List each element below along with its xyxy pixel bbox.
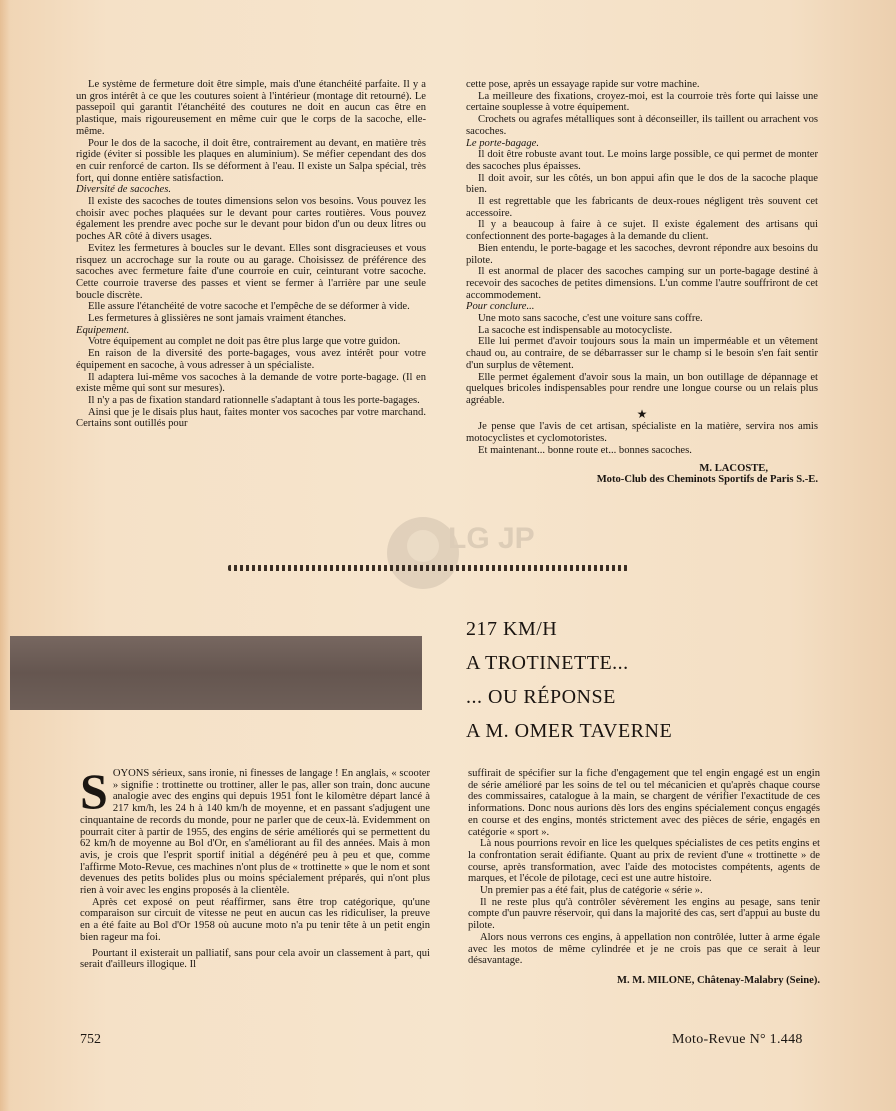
headline-line-4: A M. OMER TAVERNE — [466, 720, 673, 742]
top-right-subheading-4: Le porte-bagage. — [466, 137, 539, 149]
top-right-paragraph-9: Bien entendu, le porte-bagage et les sacoches, devront répondre aux besoins du pilote. — [466, 242, 818, 266]
top-right-paragraph-5: Il doit être robuste avant tout. Le moins large possible, ce qui permet de monter des sacoches plus épaisses. — [466, 149, 818, 172]
top-right-subheading-11: Pour conclure... — [466, 301, 535, 313]
page-fold-shadow — [0, 0, 10, 1111]
top-left-paragraph-6: Elle assure l'étanchéité de votre sacoche et l'empêche de se déformer à vide. — [88, 301, 410, 313]
top-right-paragraph-14: Elle lui permet d'avoir toujours sous la main un imperméable et un vêtement chaud ou, au contraire, de se débarrasser sur le champ si le besoin s'en fait sentir d'un surplus de vêtement. — [466, 336, 818, 371]
bottom-right-paragraph-3: Un premier pas a été fait, plus de catégorie « série ». — [480, 885, 703, 897]
article-column-bottom-left — [80, 763, 430, 971]
magazine-issue: Moto-Revue N° 1.448 — [672, 1032, 803, 1047]
headline-line-1: 217 KM/H — [466, 618, 558, 640]
top-right-paragraph-15: Elle permet également d'avoir sous la main, un bon outillage de dépannage et quelques bricoles indispensables pour rendre une longue course ou un relais plus agréable. — [466, 371, 818, 406]
top-right-paragraph-13: La sacoche est indispensable au motocycliste. — [478, 324, 673, 336]
article-divider — [228, 565, 628, 571]
bottom-right-paragraph-1: suffirait de spécifier sur la fiche d'engagement que tel engin engagé est un engin de série amélioré par les soins de tel ou tel mécanicien et qu'après chaque course des commissaires, catalogue à la main, se chargent de vérifier l'exactitude de ces informations. Donc nous aurions dès lors des engins spécialement conçus engagés en course et des engins, montés strictement avec des pièces de série, engagés en catégorie « sport ». — [468, 768, 820, 838]
bottom-right-paragraphs — [468, 768, 820, 967]
lead-paragraph — [80, 763, 430, 897]
top-left-subheading-3: Diversité de sacoches. — [76, 184, 172, 196]
article-column-top-right — [466, 79, 818, 486]
article-headline — [466, 612, 796, 748]
top-right-paragraph-6: Il doit avoir, sur les côtés, un bon appui afin que le dos de la sacoche plaque bien. — [466, 172, 818, 196]
club-name: Moto-Club des Cheminots Sportifs de Paris S.-E. — [596, 474, 818, 486]
bottom-left-paragraph-2: Pourtant il existerait un palliatif, sans pour cela avoir un classement à part, qui serait d'ailleurs illogique. Il — [80, 947, 430, 971]
bottom-right-paragraph-5: Alors nous verrons ces engins, à appellation non contrôlée, lutter à arme égale avec les motos de même cylindrée et je ne crois pas que ce serait à leur désavantage. — [468, 931, 820, 967]
closing-paragraph-2: Et maintenant... bonne route et... bonnes sacoches. — [478, 444, 692, 456]
top-right-paragraph-12: Une moto sans sacoche, c'est une voiture sans coffre. — [478, 313, 703, 325]
photo-band — [10, 636, 422, 710]
top-right-paragraph-10: Il est anormal de placer des sacoches camping sur un porte-bagage destiné à recevoir des sacoches de petites dimensions. L'un comme l'autre souffriront de cet accommodement. — [466, 266, 818, 301]
watermark-logo — [378, 498, 535, 608]
top-right-paragraph-7: Il est regrettable que les fabricants de deux-roues négligent très souvent cet accessoire. — [466, 196, 818, 219]
section-star: ★ — [636, 406, 648, 421]
top-left-paragraph-13: Ainsi que je le disais plus haut, faites monter vos sacoches par votre marchand. Certains sont outillés pour — [76, 406, 426, 430]
top-left-paragraph-1: Le système de fermeture doit être simple, mais d'une étanchéité parfaite. Il y a un gros intérêt à ce que les coutures soient à l'intérieur (montage dit retourné). Le passepoil qui garantit l'étanchéité des coutures ne doit en aucun cas être en plastique, mais rigoureusement en même cuir que le corps de la sacoche, elle-même. — [76, 79, 426, 137]
article-column-top-left — [76, 79, 426, 430]
top-left-paragraph-5: Evitez les fermetures à boucles sur le devant. Elles sont disgracieuses et vous risquez un accrochage sur la route ou au garage. Choisissez de préférence des sacoches avec fermeture faite d'une courroie en cuir, ceinturant votre sacoche. Cette courroie traverse des passes et vient se fermer à l'arrière par une seule boucle discrète. — [76, 242, 426, 301]
watermark-text: LG JP — [448, 522, 535, 555]
top-right-paragraphs — [466, 79, 818, 407]
top-left-paragraph-10: En raison de la diversité des porte-bagages, vous avez intérêt pour votre équipement en sacoche, à vous adresser à un spécialiste. — [76, 348, 426, 371]
top-left-paragraph-2: Pour le dos de la sacoche, il doit être, contrairement au devant, en matière très rigide (éviter si possible les plaques en aluminium). Se méfier cependant des dos en cuir renforcé de carton. Ils se déforment à l'eau. Il existe un Salpa spécial, très fort, qui donne entière satisfaction. — [76, 137, 426, 184]
bottom-right-paragraph-4: Il ne reste plus qu'à contrôler sévèrement les engins au pesage, sans tenir compte d'un pauvre réservoir, qui dans la majorité des cas, sert d'appui au buste du pilote. — [468, 896, 820, 932]
lead-text: OYONS sérieux, sans ironie, ni finesses de langage ! En anglais, « scooter » signifie : trottinette ou trottiner, aller le pas, aller son train, donc aucune analogie avec des engins qui depuis 1951 font le kilomètre départ lancé à 217 km/h, les 24 h à 140 km/h de moyenne, et en passant s'adjugent une cinquantaine de records du monde, pour ne parler que de ceux-là. Evidemment on pourrait citer à partir de 1955, des engins de série améliorés qui se permettent du 62 km/h de moyenne au Bol d'Or, en s'améliorant au fil des années. Mais à mon avis, je crois que l'esprit sportif initial a dégénéré peu à peu et que, comme l'affirme Moto-Revue, ces machines n'ont plus de « trottinette » que le nom et sont devenues des petits bolides plus ou moins spécialement préparés, qui n'ont plus rien à voir avec les engins proposés à la clientèle. — [80, 768, 430, 897]
top-right-paragraph-3: Crochets ou agrafes métalliques sont à déconseiller, ils taillent ou arrachent vos sacoches. — [466, 114, 818, 137]
headline-line-2: A TROTINETTE... — [466, 652, 629, 674]
closing-paragraph-1: Je pense que l'avis de cet artisan, spécialiste en la matière, servira nos amis motocyclistes et cyclomotoristes. — [466, 421, 818, 445]
author-signature-lacoste: M. LACOSTE, — [699, 462, 768, 474]
article-column-bottom-right — [468, 768, 820, 987]
top-left-paragraph-11: Il adaptera lui-même vos sacoches à la demande de votre porte-bagage. (Il en existe même qui sont sur mesures). — [76, 371, 426, 395]
top-right-paragraph-1: cette pose, après un essayage rapide sur votre machine. — [466, 79, 700, 90]
top-right-paragraph-8: Il y a beaucoup à faire à ce sujet. Il existe également des artisans qui confectionnent des porte-bagages à la demande du client. — [466, 219, 818, 243]
top-left-subheading-8: Equipement. — [76, 324, 130, 336]
top-left-paragraph-4: Il existe des sacoches de toutes dimensions selon vos besoins. Vous pouvez les choisir avec poches plaquées sur le devant pour cartes routières. Vous pouvez également les prendre avec poche sur le devant pour bidon d'un ou deux litres ou poches AR côté à divers usages. — [76, 196, 426, 243]
drop-cap: S — [80, 763, 108, 819]
bottom-right-paragraph-2: Là nous pourrions revoir en lice les quelques spécialistes de ces petits engins et la confrontation serait édifiante. Quant au prix de revient d'une « trottinette » de course, après transformation, avec l'aide des motocistes compétents, agents de marques, et l'école de pilotage, ceci est une autre histoire. — [468, 838, 820, 885]
top-left-paragraph-9: Votre équipement au complet ne doit pas être plus large que votre guidon. — [88, 336, 401, 348]
top-left-paragraph-12: Il n'y a pas de fixation standard rationnelle s'adaptant à tous les porte-bagages. — [88, 394, 420, 406]
headline-line-3: ... OU RÉPONSE — [466, 686, 616, 708]
bottom-left-paragraph-1: Après cet exposé on peut réaffirmer, sans être trop catégorique, qu'une comparaison sur circuit de vitesse ne peut en aucun cas les ridiculiser, la preuve en a été faite au Bol d'Or 1958 où aucune moto n'a pu tenir tête à un petit engin bien rageur ma foi. — [80, 896, 430, 943]
top-right-paragraph-2: La meilleure des fixations, croyez-moi, est la courroie très forte qui laisse une certaine souplesse à votre équipement. — [466, 90, 818, 114]
page-number: 752 — [80, 1032, 101, 1047]
top-left-paragraph-7: Les fermetures à glissières ne sont jamais vraiment étanches. — [88, 313, 346, 325]
author-signature-milone: M. M. MILONE, Châtenay-Malabry (Seine). — [616, 974, 820, 986]
